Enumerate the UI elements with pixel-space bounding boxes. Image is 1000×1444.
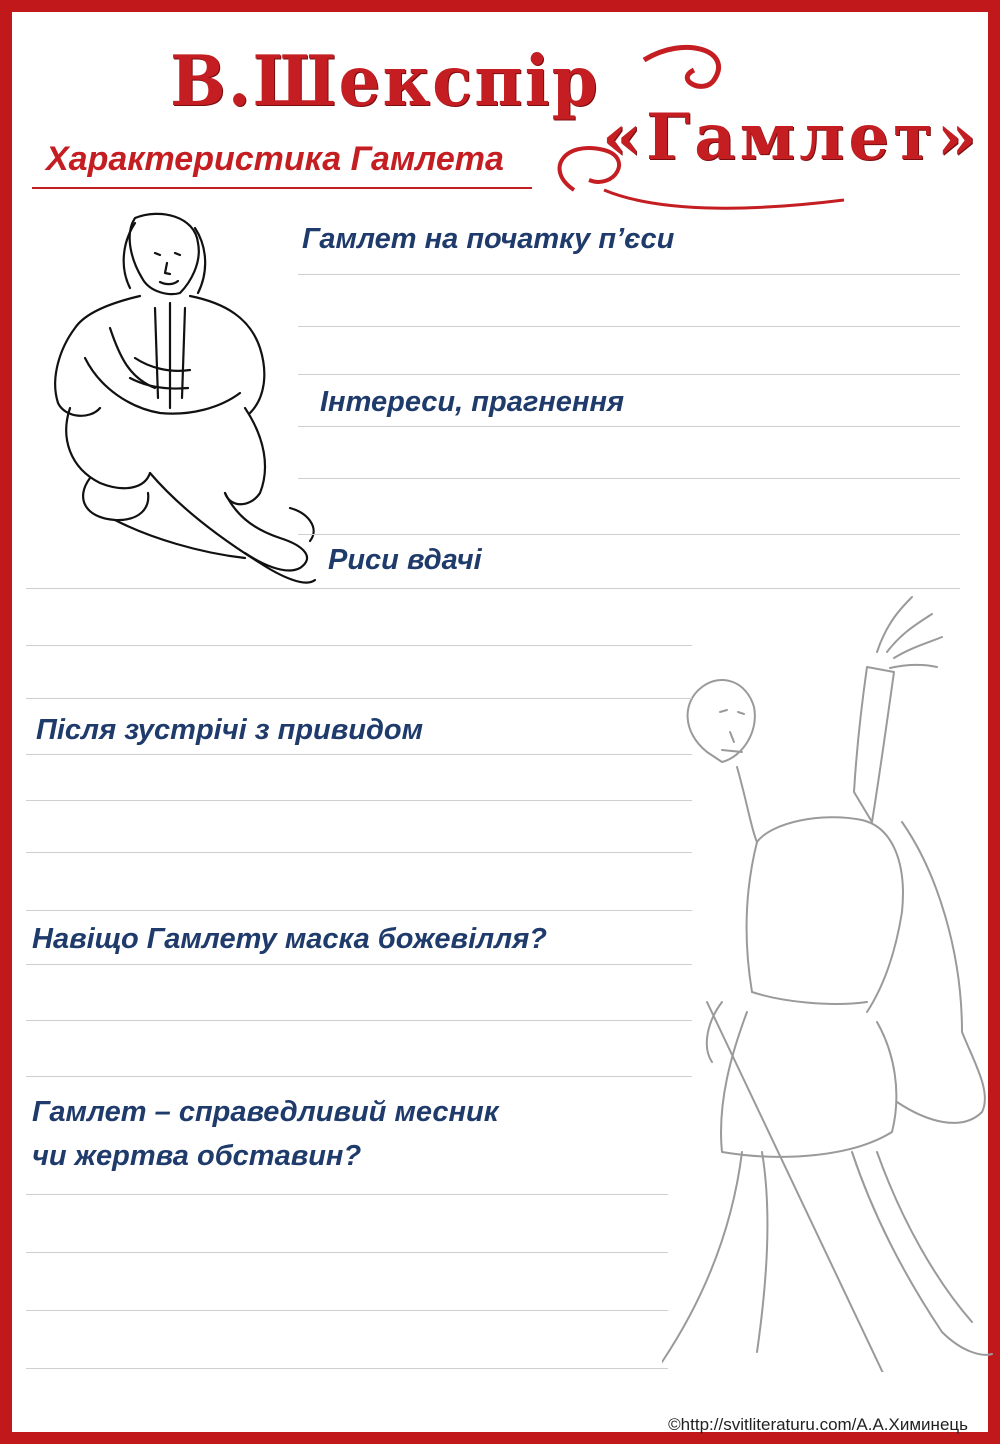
writing-line[interactable] (26, 698, 692, 699)
hamlet-with-skull-illustration (662, 592, 1000, 1372)
writing-line[interactable] (298, 534, 960, 535)
writing-line[interactable] (298, 374, 960, 375)
heading-interests: Інтереси, прагнення (320, 386, 625, 418)
writing-line[interactable] (26, 1310, 668, 1311)
writing-line[interactable] (26, 1252, 668, 1253)
writing-line[interactable] (26, 645, 692, 646)
writing-line[interactable] (298, 426, 960, 427)
writing-line[interactable] (26, 1194, 668, 1195)
heading-character-traits: Риси вдачі (328, 544, 482, 576)
writing-line[interactable] (26, 1368, 668, 1369)
writing-line[interactable] (26, 910, 692, 911)
heading-after-ghost: Після зустрічі з привидом (36, 714, 424, 746)
play-title-block (544, 40, 984, 220)
heading-avenger-line-1: Гамлет – справедливий месник (32, 1096, 499, 1128)
writing-line[interactable] (298, 326, 960, 327)
play-title: «Гамлет» (602, 100, 981, 175)
heading-mask-of-madness: Навіщо Гамлету маска божевілля? (32, 923, 548, 955)
author-title: В.Шекспір (170, 40, 600, 122)
writing-line[interactable] (298, 274, 960, 275)
seated-hamlet-illustration (30, 208, 330, 608)
writing-line[interactable] (26, 754, 692, 755)
heading-avenger-line-2: чи жертва обставин? (32, 1140, 362, 1172)
subtitle-underline (32, 187, 532, 189)
copyright-footer: ©http://svitliteraturu.com/А.А.Химинець (668, 1415, 968, 1434)
writing-line[interactable] (26, 1020, 692, 1021)
writing-line[interactable] (26, 800, 692, 801)
worksheet-subtitle: Характеристика Гамлета (46, 140, 504, 178)
writing-line[interactable] (26, 1076, 692, 1077)
writing-line[interactable] (26, 588, 960, 589)
heading-at-start-of-play: Гамлет на початку п’єси (302, 223, 675, 255)
heading-avenger-question (32, 1090, 498, 1178)
writing-line[interactable] (298, 478, 960, 479)
writing-line[interactable] (26, 964, 692, 965)
writing-line[interactable] (26, 852, 692, 853)
